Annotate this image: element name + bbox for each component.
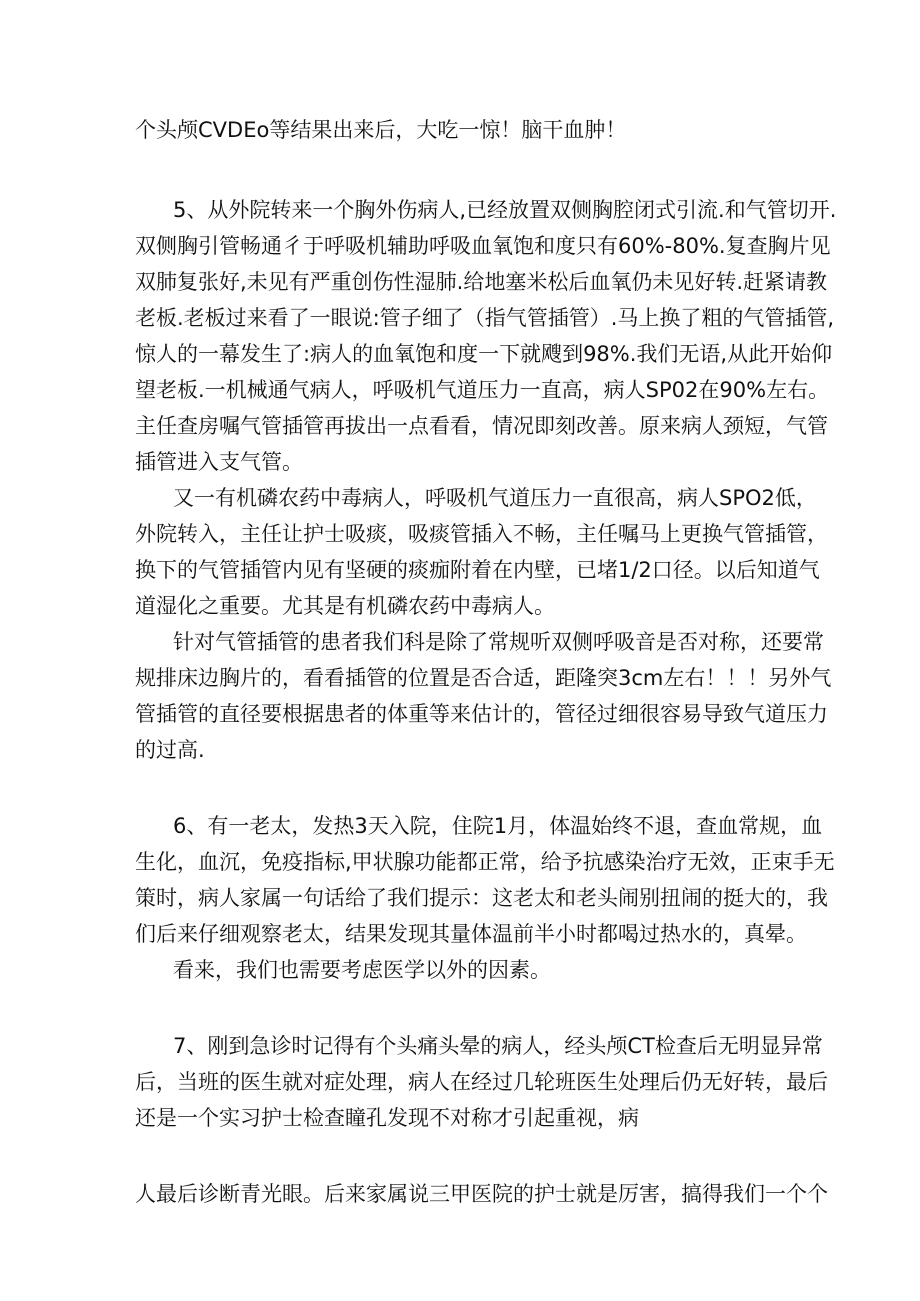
text-line: 双侧胸引管畅通彳于呼吸机辅助呼吸血氧饱和度只有60%-80%.复查胸片见 xyxy=(135,234,831,258)
text-line: 人最后诊断青光眼。后来家属说三甲医院的护士就是厉害，搞得我们一个个 xyxy=(135,1182,828,1206)
text-line: 5、从外院转来一个胸外伤病人,已经放置双侧胸腔闭式引流.和气管切开. xyxy=(173,198,837,222)
text-line: 主任查房嘱气管插管再拔出一点看看，情况即刻改善。原来病人颈短，气管 xyxy=(135,414,828,438)
text-line: 外院转入，主任让护士吸痰，吸痰管插入不畅，主任嘱马上更换气管插管， xyxy=(135,522,828,546)
text-line: 看来，我们也需要考虑医学以外的因素。 xyxy=(173,958,551,982)
text-line: 的过高. xyxy=(135,738,205,762)
text-line: 策时，病人家属一句话给了我们提示：这老太和老头闹别扭闹的挺大的，我 xyxy=(135,886,828,910)
text-line: 老板.老板过来看了一眼说:管子细了（指气管插管）.马上换了粗的气管插管, xyxy=(135,306,835,330)
text-line: 道湿化之重要。尤其是有机磷农药中毒病人。 xyxy=(135,594,555,618)
text-line: 惊人的一幕发生了:病人的血氧饱和度一下就飕到98%.我们无语,从此开始仰 xyxy=(135,342,833,366)
text-line: 换下的气管插管内见有坚硬的痰痂附着在内壁，已堵1/2口径。以后知道气 xyxy=(135,558,820,582)
text-line: 又一有机磷农药中毒病人，呼吸机气道压力一直很高，病人SPO2低， xyxy=(173,486,817,510)
text-line: 管插管的直径要根据患者的体重等来估计的，管径过细很容易导致气道压力 xyxy=(135,702,828,726)
text-line: 7、刚到急诊时记得有个头痛头晕的病人，经头颅CT检查后无明显异常 xyxy=(173,1034,823,1058)
text-line: 望老板.一机械通气病人，呼吸机气道压力一直高，病人SP02在90%左右。 xyxy=(135,378,830,402)
text-line: 还是一个实习护士检查瞳孔发现不对称才引起重视，病 xyxy=(135,1106,639,1130)
text-line: 插管进入支气管。 xyxy=(135,450,303,474)
text-line: 针对气管插管的患者我们科是除了常规听双侧呼吸音是否对称，还要常 xyxy=(173,630,824,654)
text-line: 双肺复张好,未见有严重创伤性湿肺.给地塞米松后血氧仍未见好转.赶紧请教 xyxy=(135,270,828,294)
text-line: 6、有一老太，发热3天入院，住院1月，体温始终不退，查血常规，血 xyxy=(173,814,823,838)
text-line: 个头颅CVDEo等结果出来后，大吃一惊！脑干血肿！ xyxy=(135,118,627,142)
text-line: 们后来仔细观察老太，结果发现其量体温前半小时都喝过热水的，真晕。 xyxy=(135,922,807,946)
text-line: 后，当班的医生就对症处理，病人在经过几轮班医生处理后仍无好转，最后 xyxy=(135,1070,828,1094)
text-line: 规排床边胸片的，看看插管的位置是否合适，距隆突3cm左右！！！另外气 xyxy=(135,666,832,690)
text-line: 生化，血沉，免疫指标,甲状腺功能都正常，给予抗感染治疗无效，正束手无 xyxy=(135,850,835,874)
